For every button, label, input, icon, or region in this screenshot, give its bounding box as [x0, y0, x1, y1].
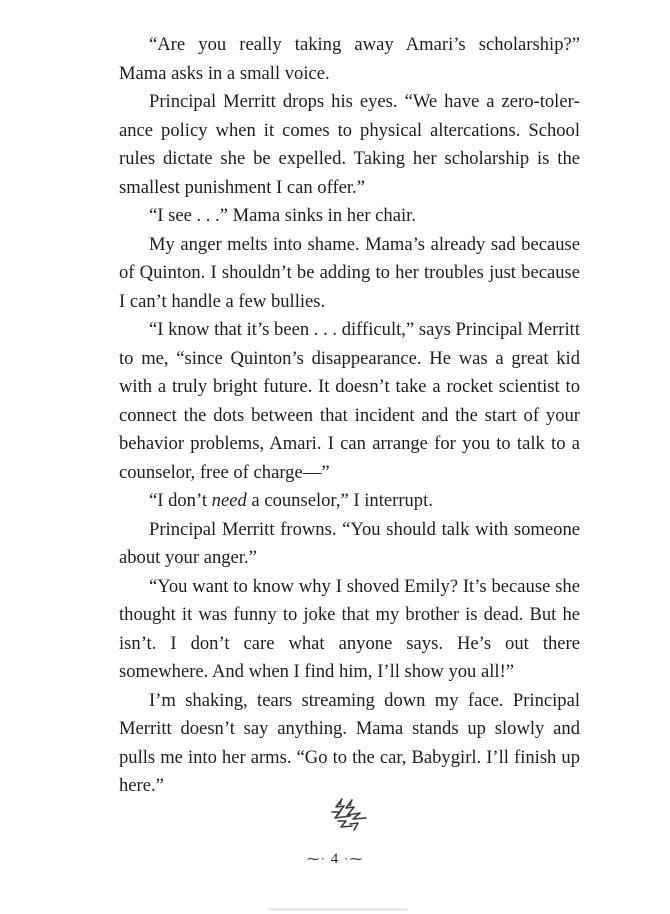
right-flourish-icon: ·⁓ [344, 851, 364, 866]
paragraph-5: “I know that it’s been . . . difficult,” says Principal Merritt to me, “since Quinton’s disappearance. He was a great kid with a truly bright future. It doesn’t take a rocket scientist to connect the dots between that incident and the start of your behavior problems, Amari. I can arrange for you to talk to a counselor, free of charge—” [119, 319, 580, 483]
left-flourish-icon: ⁓· [306, 851, 326, 866]
paragraph-8: “You want to know why I shoved Emily? It’s because she thought it was funny to joke that my brother is dead. But he isn’t. I don’t care what anyone says. He’s out there somewhere. And when I find him, I’ll show you all!” [119, 575, 580, 682]
paragraph-6-emphasis: need [211, 490, 247, 511]
page-number-footer [0, 851, 670, 868]
paragraph-6 [119, 487, 580, 516]
paragraph-2: Principal Merritt drops his eyes. “We have a zero-tolerance policy when it comes to physical altercations. School rules dictate she be expelled. Taking her scholarship is the smallest punishment I can offer.” [119, 91, 580, 198]
paragraph-9: I’m shaking, tears streaming down my face. Principal Merritt doesn’t say anything. Mama stands up slowly and pulls me into her arms. “Go to the car, Babygirl. I’ll finish up here.” [119, 689, 580, 796]
paragraph-4: My anger melts into shame. Mama’s already sad because of Quinton. I shouldn’t be adding to her troubles just because I can’t handle a few bullies. [119, 233, 580, 312]
lightning-bolts-icon [326, 797, 370, 833]
paragraph-1: “Are you really taking away Amari’s scholarship?” Mama asks in a small voice. [119, 34, 580, 84]
paragraph-7: Principal Merritt frowns. “You should talk with someone about your anger.” [119, 518, 580, 568]
paragraph-6-after: a counselor,” I interrupt. [246, 490, 433, 511]
paragraph-3: “I see . . .” Mama sinks in her chair. [149, 205, 416, 226]
body-text [119, 31, 580, 801]
page-number: 4 [330, 851, 340, 867]
page-bottom-edge [268, 908, 408, 911]
paragraph-6-before: “I don’t [149, 490, 212, 511]
